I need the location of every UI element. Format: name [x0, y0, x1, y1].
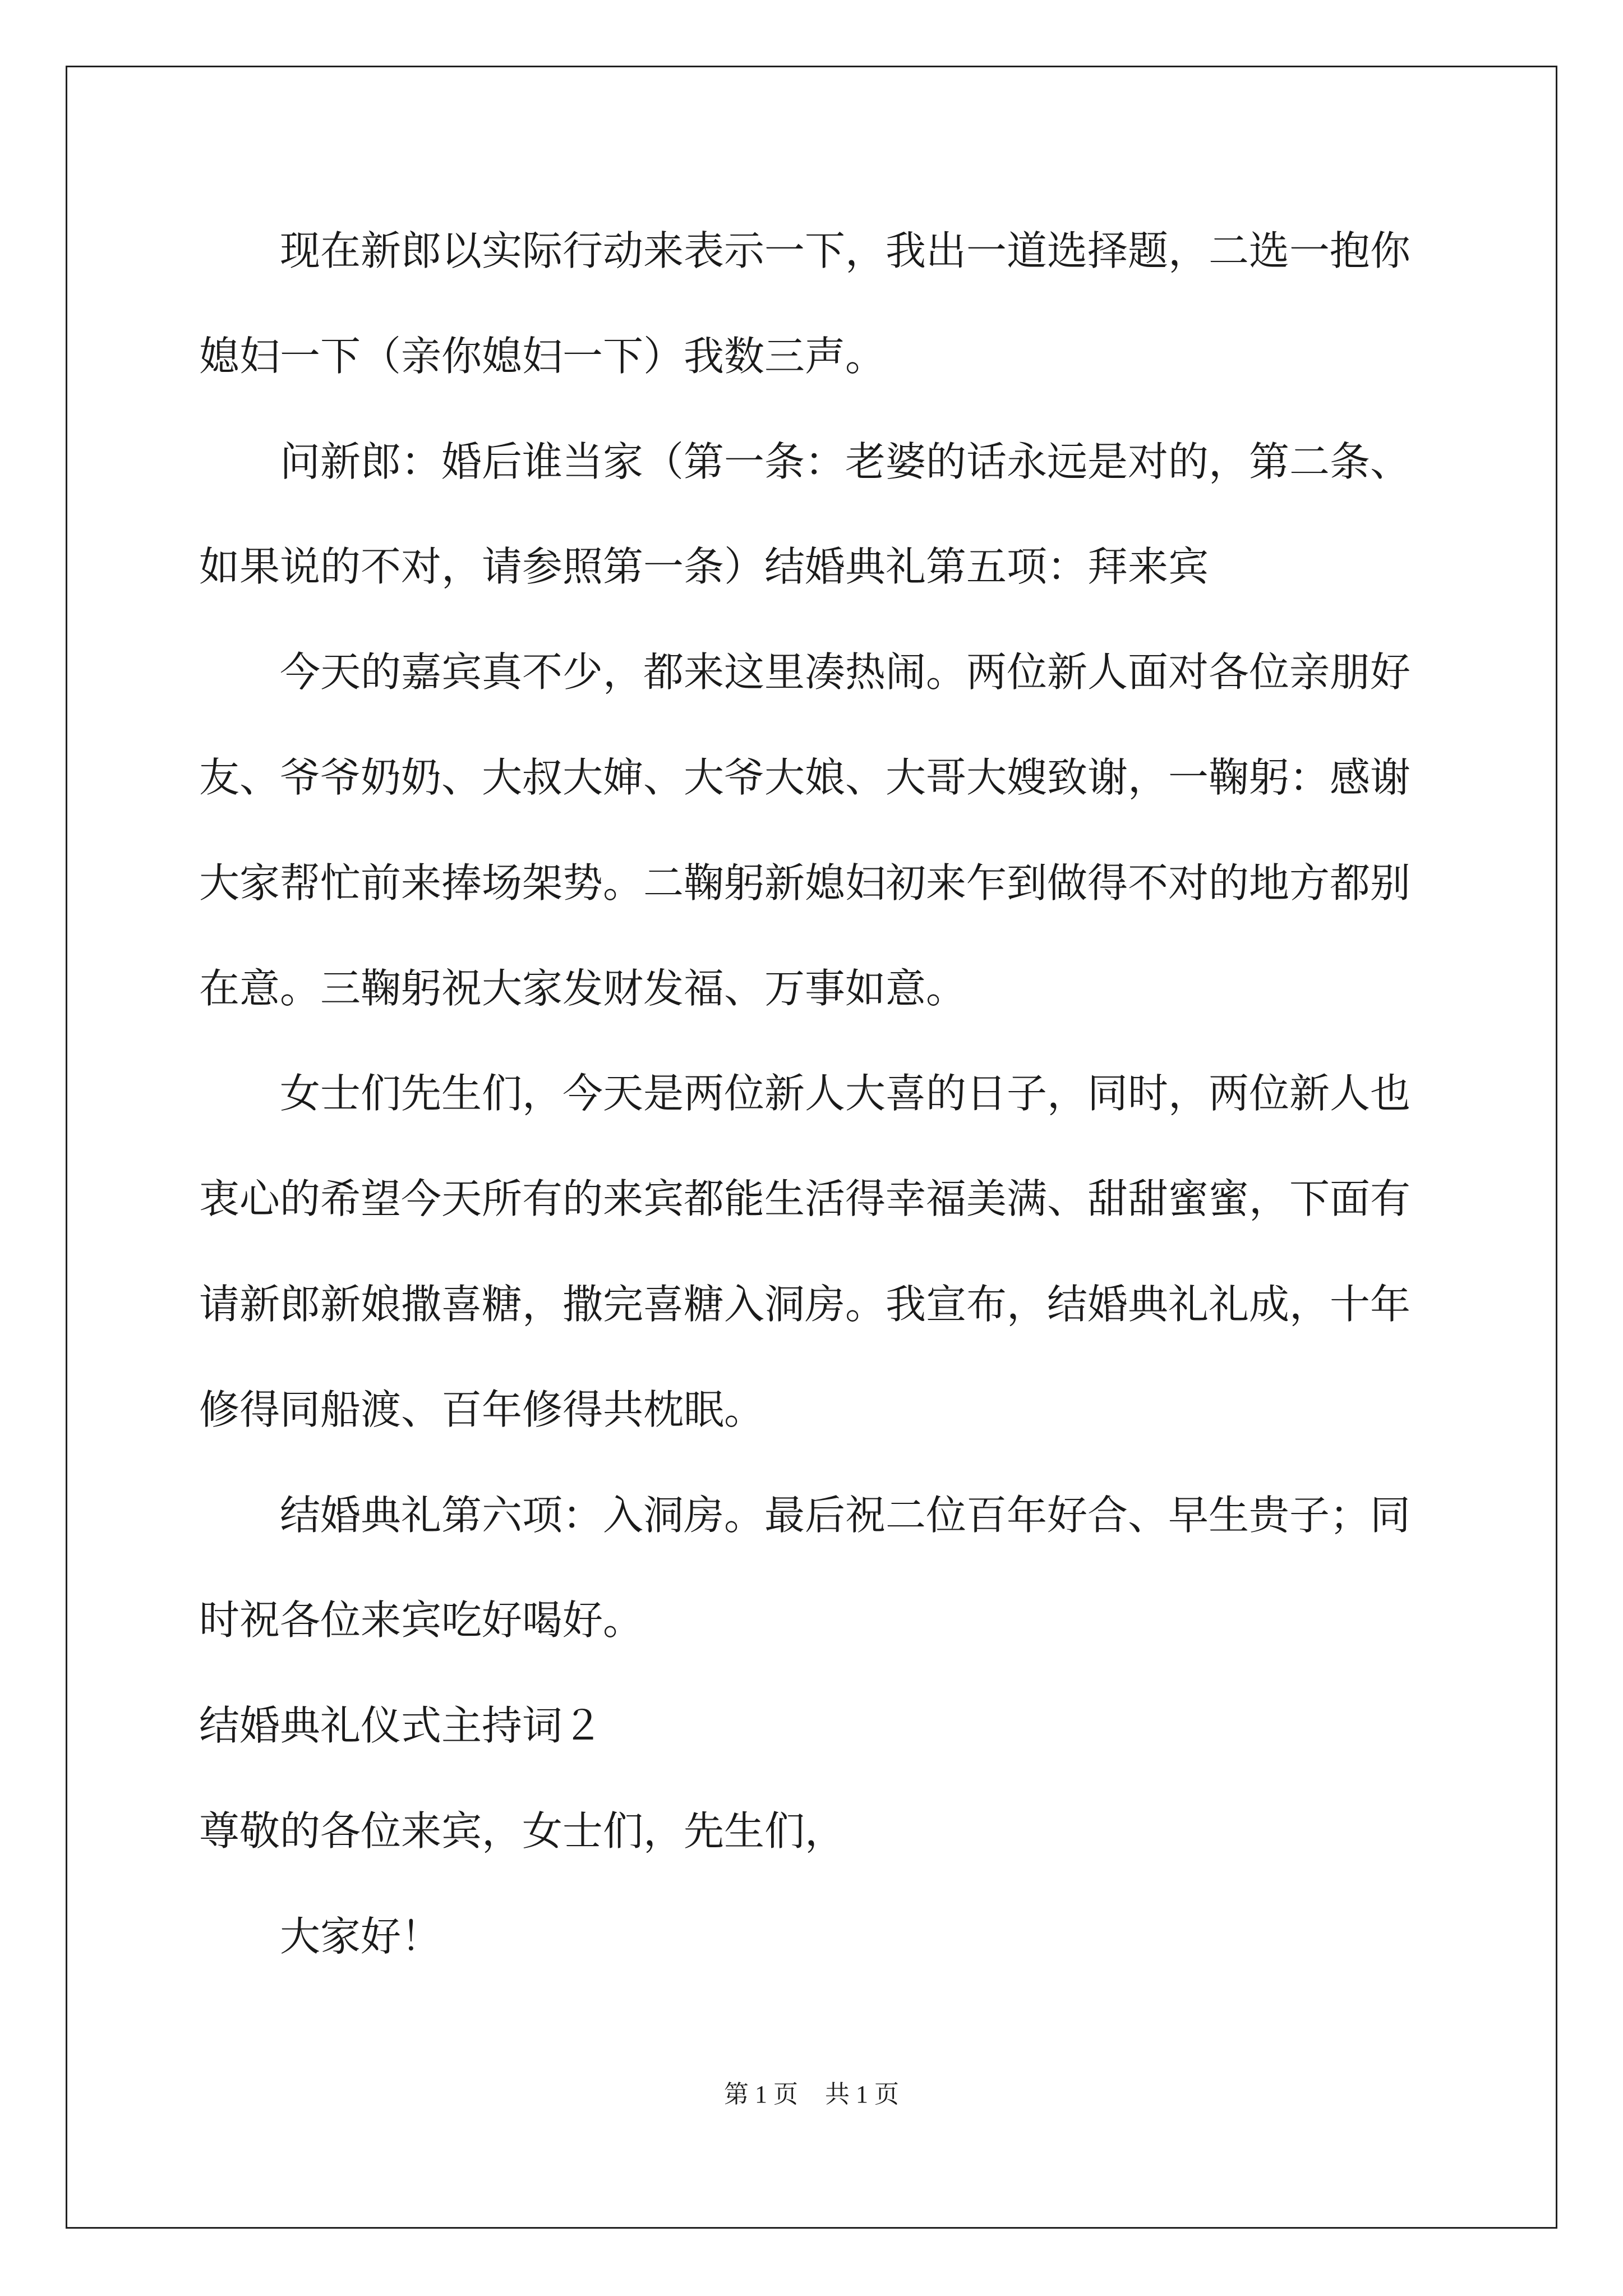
- text-line: 请新郎新娘撒喜糖，撒完喜糖入洞房。我宣布，结婚典礼礼成，十年: [199, 1281, 1411, 1328]
- text-line: 友、爷爷奶奶、大叔大婶、大爷大娘、大哥大嫂致谢，一鞠躬：感谢: [199, 754, 1411, 801]
- text-line: 大家帮忙前来捧场架势。二鞠躬新媳妇初来乍到做得不对的地方都别: [199, 859, 1411, 907]
- section-heading: 结婚典礼仪式主持词２: [199, 1702, 603, 1749]
- text-line: 在意。三鞠躬祝大家发财发福、万事如意。: [199, 965, 967, 1012]
- text-line: 修得同船渡、百年修得共枕眠。: [199, 1386, 765, 1433]
- greeting-line: 大家好！: [199, 1913, 442, 1960]
- text-line: 衷心的希望今天所有的来宾都能生活得幸福美满、甜甜蜜蜜，下面有: [199, 1175, 1411, 1222]
- text-line: 今天的嘉宾真不少，都来这里凑热闹。两位新人面对各位亲朋好: [199, 648, 1411, 696]
- page-number-total: 共 1 页: [825, 2081, 899, 2108]
- page-number-current: 第 1 页: [724, 2081, 798, 2108]
- salutation-line: 尊敬的各位来宾，女士们，先生们，: [199, 1807, 846, 1855]
- page-footer: [0, 2074, 1623, 2110]
- text-line: 现在新郎以实际行动来表示一下，我出一道选择题，二选一抱你: [199, 227, 1411, 274]
- text-line: 媳妇一下（亲你媳妇一下）我数三声。: [199, 333, 886, 380]
- text-line: 问新郎：婚后谁当家（第一条：老婆的话永远是对的，第二条、: [199, 438, 1411, 485]
- text-line: 如果说的不对，请参照第一条）结婚典礼第五项：拜来宾: [199, 543, 1209, 590]
- page-border: [66, 66, 1557, 2229]
- text-line: 时祝各位来宾吃好喝好。: [199, 1596, 644, 1644]
- text-line: 女士们先生们，今天是两位新人大喜的日子，同时，两位新人也: [199, 1070, 1411, 1117]
- text-line: 结婚典礼第六项：入洞房。最后祝二位百年好合、早生贵子；同: [199, 1492, 1411, 1539]
